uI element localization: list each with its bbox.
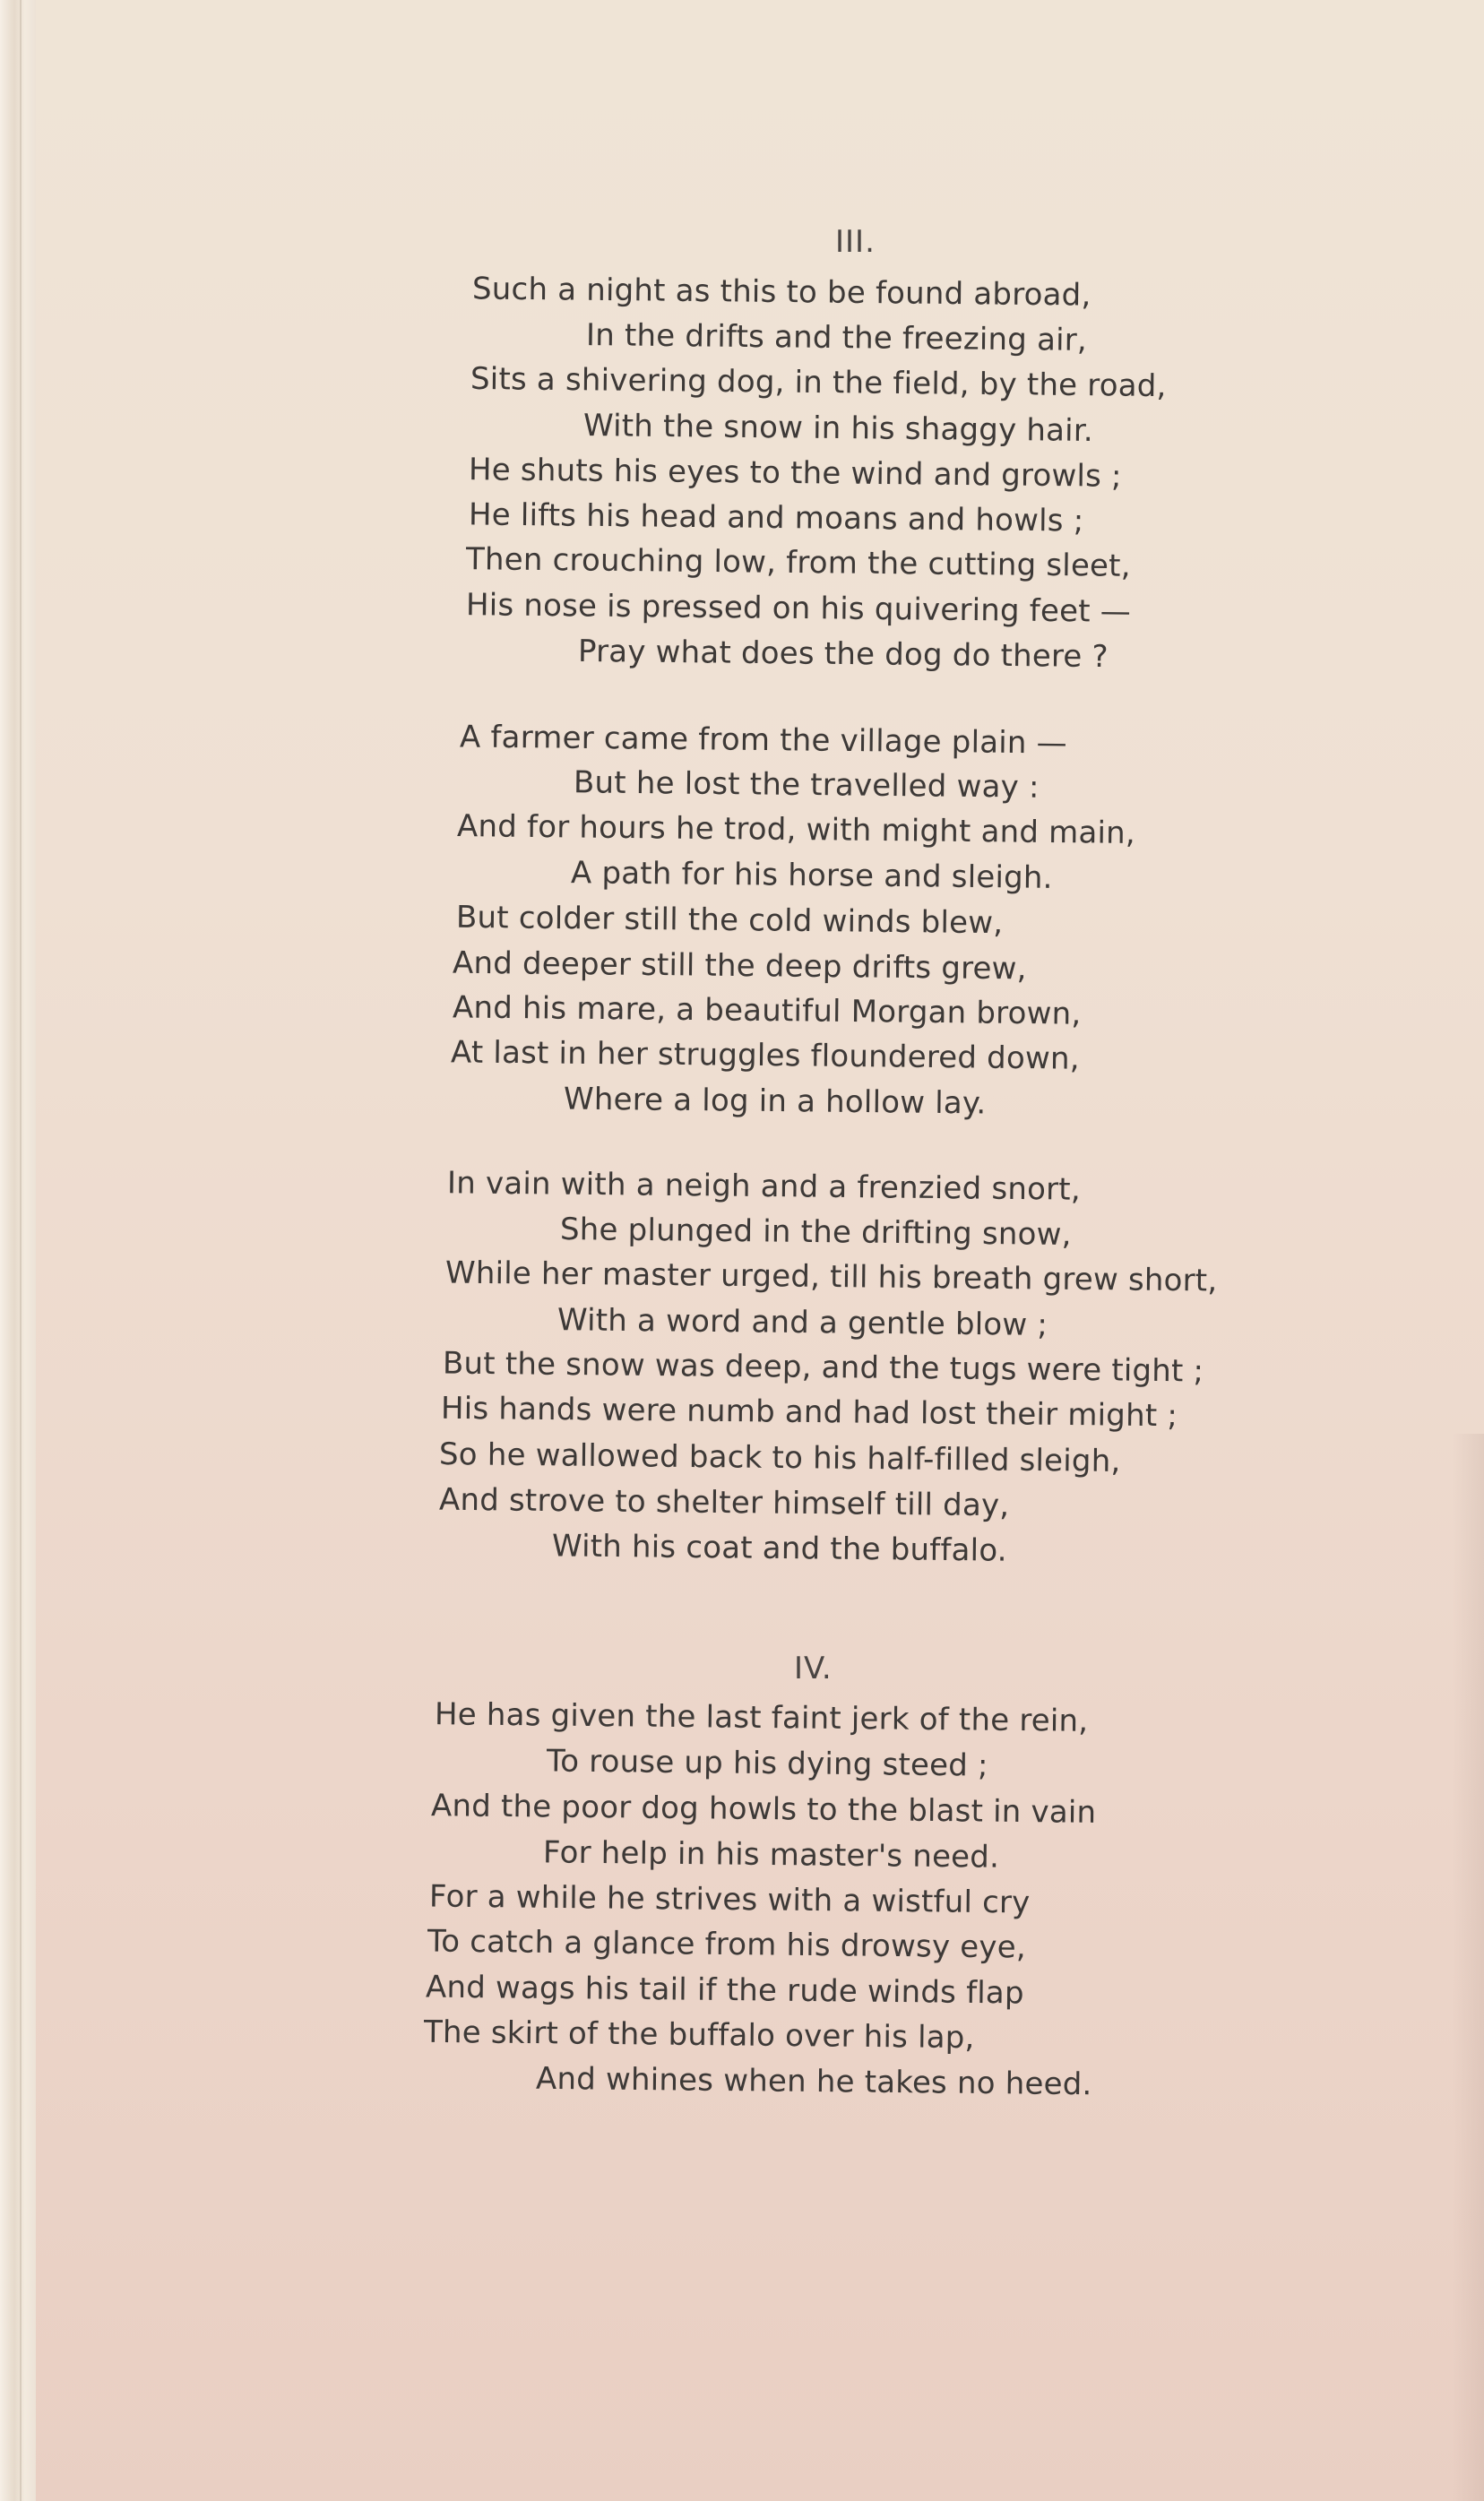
poem-line: But the snow was deep, and the tugs were tight ; bbox=[442, 1345, 1204, 1390]
poem-line: And wags his tail if the rude winds flap bbox=[425, 1969, 1024, 2012]
page-edge-shadow bbox=[1452, 1434, 1484, 2501]
poem-line: For a while he strives with a wistful cry bbox=[428, 1878, 1031, 1921]
poem-line: And strove to shelter himself till day, bbox=[438, 1481, 1010, 1524]
poem-line: While her master urged, till his breath grew short, bbox=[444, 1255, 1218, 1299]
poem-line: But colder still the cold winds blew, bbox=[455, 899, 1004, 942]
poem-line: He shuts his eyes to the wind and growls ; bbox=[468, 452, 1122, 495]
poem-line: With his coat and the buffalo. bbox=[551, 1528, 1007, 1569]
poem-line: And his mare, a beautiful Morgan brown, bbox=[452, 989, 1082, 1032]
poem-line: His nose is pressed on his quivering feet — bbox=[465, 587, 1132, 630]
poem-line: Sits a shivering dog, in the field, by the road, bbox=[470, 360, 1167, 405]
poem-line: And whines when he takes no heed. bbox=[535, 2060, 1092, 2103]
poem-line: And for hours he trod, with might and main, bbox=[456, 808, 1136, 851]
poem-line: Where a log in a hollow lay. bbox=[563, 1081, 987, 1122]
poem-line: Such a night as this to be found abroad, bbox=[471, 271, 1091, 314]
binding-line bbox=[20, 0, 22, 2501]
poem-line: A farmer came from the village plain — bbox=[459, 719, 1068, 762]
poem-line: At last in her struggles floundered down, bbox=[450, 1034, 1080, 1077]
poem-line: Then crouching low, from the cutting sleet, bbox=[465, 541, 1131, 584]
poem-line: With the snow in his shaggy hair. bbox=[582, 408, 1094, 449]
section-heading-iii: III. bbox=[835, 224, 876, 260]
poem-line: The skirt of the buffalo over his lap, bbox=[423, 2014, 975, 2057]
poem-line: And the poor dog howls to the blast in vain bbox=[430, 1788, 1097, 1831]
poem-line: She plunged in the drifting snow, bbox=[559, 1212, 1072, 1253]
poem-line: A path for his horse and sleigh. bbox=[570, 855, 1053, 896]
poem-line: For help in his master's need. bbox=[542, 1834, 1000, 1876]
poem-line: And deeper still the deep drifts grew, bbox=[452, 944, 1027, 987]
poem-line: In the drifts and the freezing air, bbox=[585, 317, 1088, 358]
section-heading-iv: IV. bbox=[794, 1651, 833, 1686]
poem-line: But he lost the travelled way : bbox=[573, 764, 1040, 806]
poem-line: To rouse up his dying steed ; bbox=[546, 1743, 988, 1784]
poem-line: To catch a glance from his drowsy eye, bbox=[427, 1923, 1027, 1966]
page-binding-edge bbox=[0, 0, 36, 2501]
poem-line: He lifts his head and moans and howls ; bbox=[468, 496, 1084, 539]
poem-line: So he wallowed back to his half-filled sleigh, bbox=[438, 1436, 1121, 1479]
poem-line: Pray what does the dog do there ? bbox=[577, 633, 1109, 676]
poem-line: In vain with a neigh and a frenzied snort, bbox=[446, 1165, 1082, 1208]
poem-line: His hands were numb and had lost their might ; bbox=[440, 1390, 1178, 1435]
poem-line: With a word and a gentle blow ; bbox=[556, 1302, 1048, 1343]
poem-line: He has given the last faint jerk of the rein, bbox=[434, 1696, 1089, 1739]
